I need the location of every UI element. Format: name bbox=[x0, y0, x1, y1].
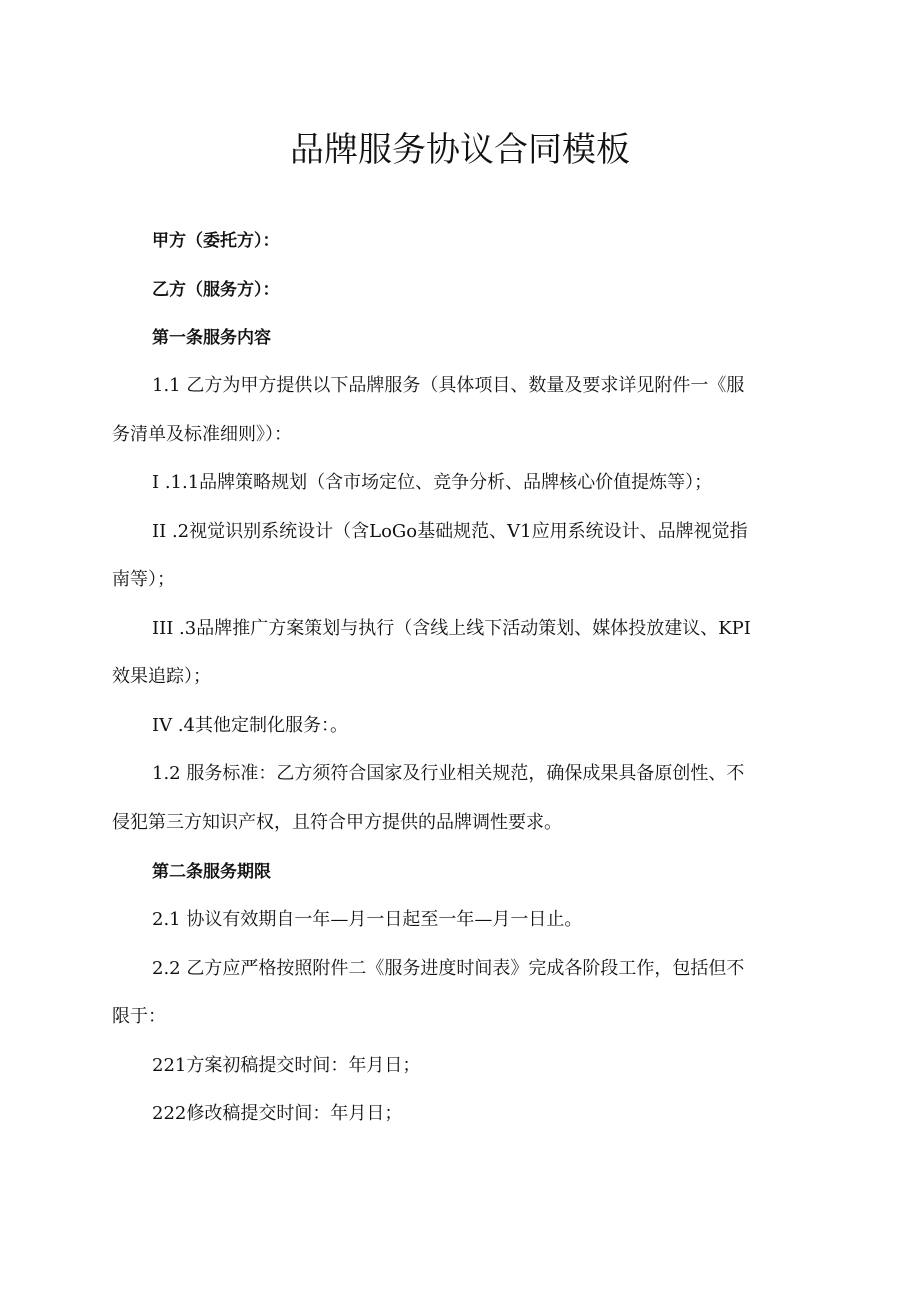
clause-1-1-line-1: 1.1 乙方为甲方提供以下品牌服务（具体项目、数量及要求详见附件一《服 bbox=[152, 375, 745, 396]
service-item-3-line-1: III .3品牌推广方案策划与执行（含线上线下活动策划、媒体投放建议、KPI bbox=[152, 618, 751, 639]
article-2-heading: 第二条服务期限 bbox=[152, 862, 271, 882]
clause-2-2-line-1: 2.2 乙方应严格按照附件二《服务进度时间表》完成各阶段工作，包括但不 bbox=[152, 958, 745, 979]
service-item-2-line-2: 南等）； bbox=[112, 569, 175, 590]
clause-1-2-line-2: 侵犯第三方知识产权，且符合甲方提供的品牌调性要求。 bbox=[112, 812, 562, 833]
clause-2-1: 2.1 协议有效期自一年—月一日起至一年—月一日止。 bbox=[152, 909, 583, 930]
service-item-2-line-1: II .2视觉识别系统设计（含LoGo基础规范、V1应用系统设计、品牌视觉指 bbox=[152, 521, 748, 542]
service-item-3-line-2: 效果追踪）； bbox=[112, 666, 211, 687]
document-title: 品牌服务协议合同模板 bbox=[290, 130, 630, 170]
clause-2-2-1: 221方案初稿提交时间：年月日； bbox=[152, 1055, 421, 1076]
article-1-heading: 第一条服务内容 bbox=[152, 328, 271, 348]
clause-1-2-line-1: 1.2 服务标准：乙方须符合国家及行业相关规范，确保成果具备原创性、不 bbox=[152, 763, 745, 784]
service-item-4: IV .4其他定制化服务：。 bbox=[152, 715, 349, 736]
party-b-label: 乙方（服务方）： bbox=[152, 280, 280, 300]
service-item-1: I .1.1品牌策略规划（含市场定位、竞争分析、品牌核心价值提炼等）； bbox=[152, 472, 713, 493]
clause-2-2-line-2: 限于： bbox=[112, 1006, 166, 1027]
clause-1-1-line-2: 务清单及标准细则》）： bbox=[112, 424, 292, 445]
party-a-label: 甲方（委托方）： bbox=[152, 231, 280, 251]
clause-2-2-2: 222修改稿提交时间：年月日； bbox=[152, 1103, 403, 1124]
